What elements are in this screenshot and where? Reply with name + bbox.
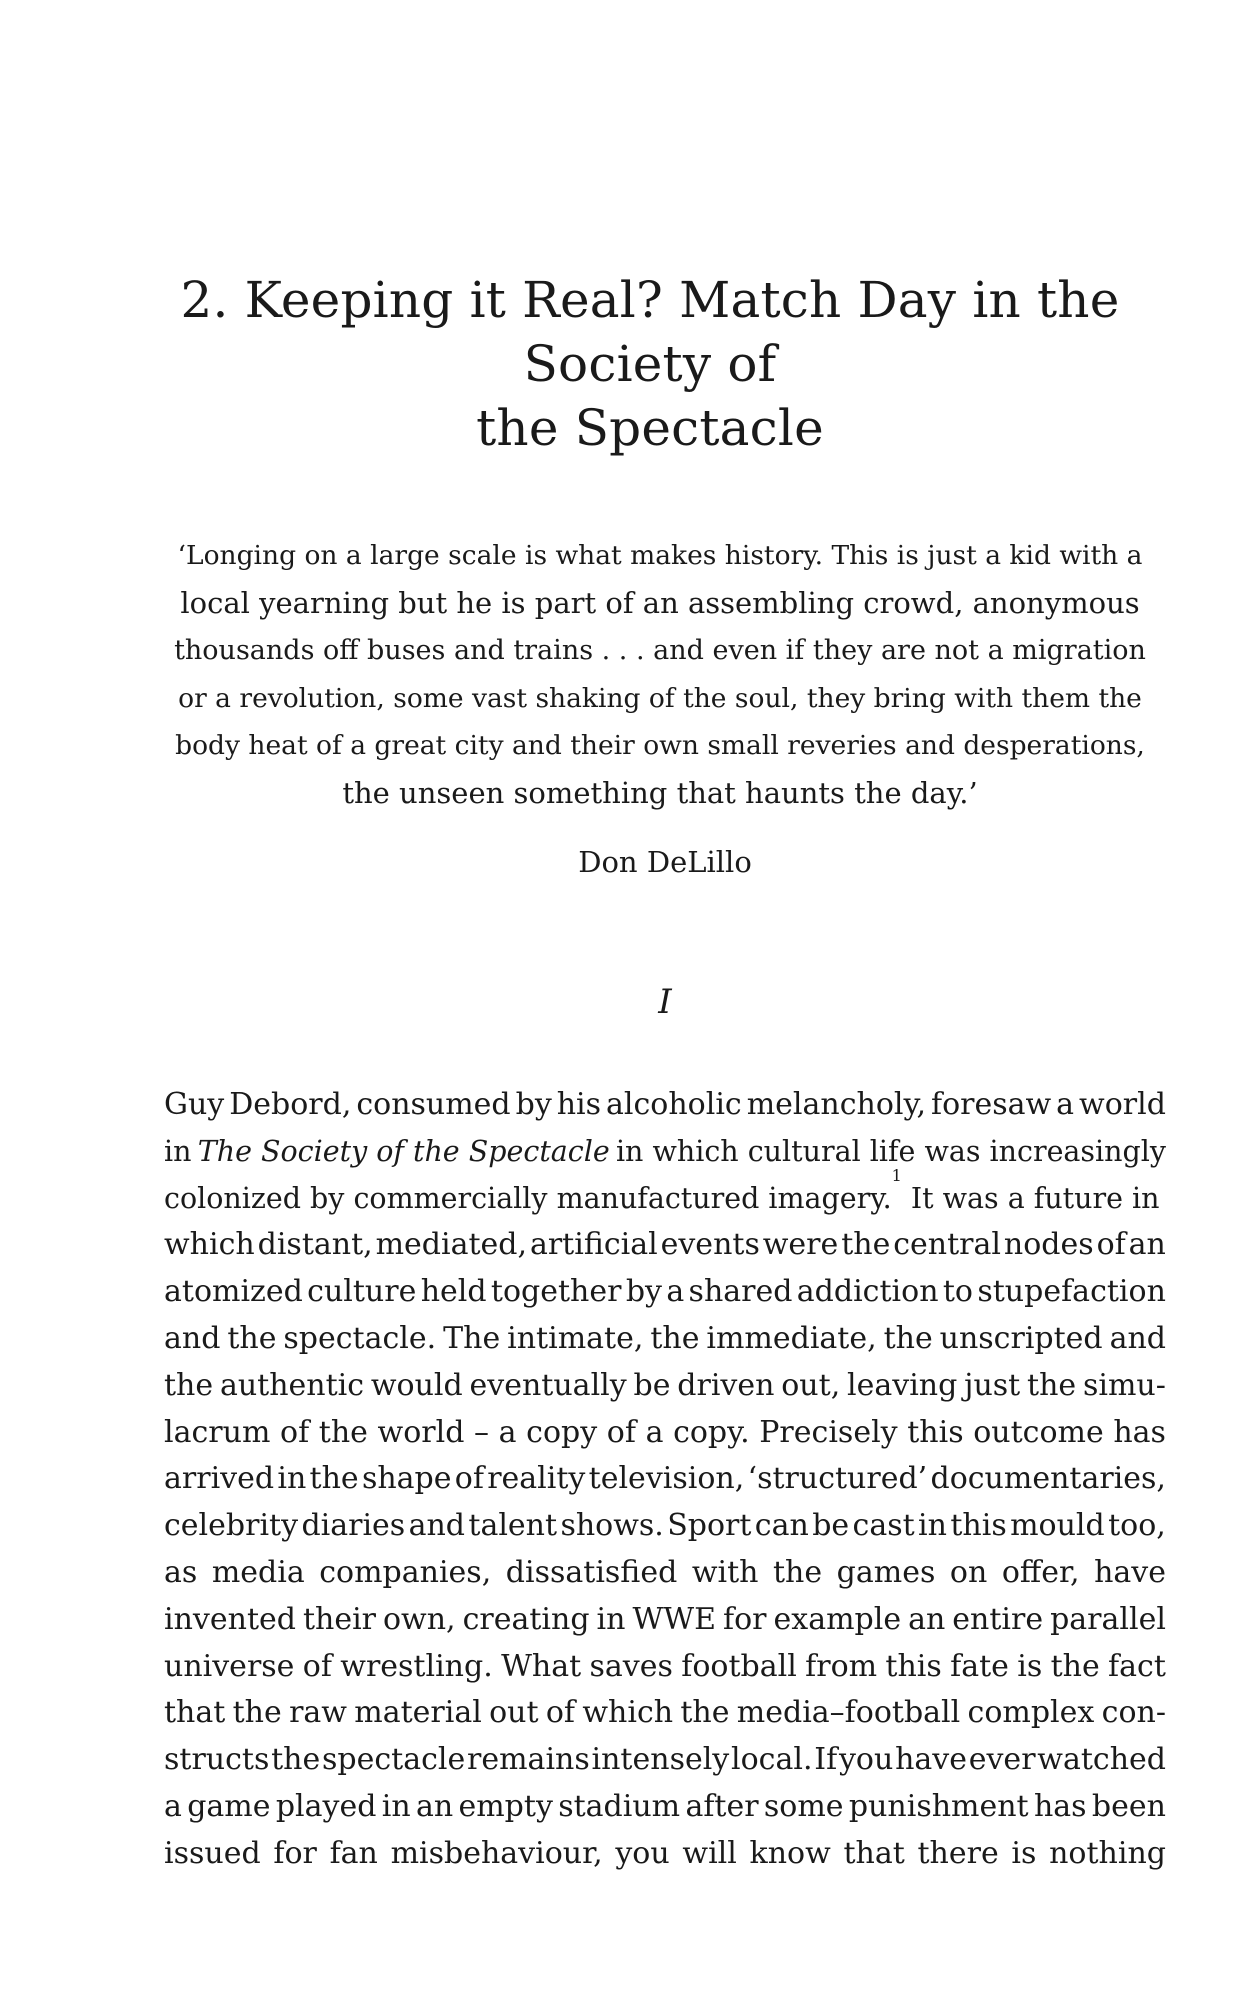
word: and: [164, 1320, 221, 1356]
word: the: [309, 1461, 359, 1497]
word: ‘structured’: [747, 1461, 928, 1497]
word: together: [490, 1274, 622, 1310]
word: fate: [950, 1648, 1009, 1684]
word: immediate,: [706, 1320, 877, 1356]
word: have: [1094, 1554, 1166, 1590]
word: his: [556, 1087, 602, 1122]
word: media: [211, 1554, 305, 1590]
word: you: [838, 1742, 894, 1778]
word: will: [682, 1835, 737, 1871]
word: as: [164, 1554, 198, 1590]
word: is: [1011, 1835, 1037, 1871]
word: nothing: [1049, 1835, 1166, 1871]
word: the: [680, 1695, 730, 1731]
word: empty: [458, 1788, 553, 1824]
word: companies,: [319, 1554, 492, 1590]
word: the: [227, 1320, 277, 1356]
chapter-title-line-1: 2. Keeping it Real? Match Day in the Society of: [180, 271, 1120, 393]
word: of: [280, 1414, 310, 1450]
word: invented: [164, 1601, 296, 1637]
word: Sport: [667, 1508, 752, 1544]
word: local.: [731, 1742, 813, 1778]
word: creating: [462, 1601, 590, 1637]
word: –: [474, 1414, 490, 1450]
word: there: [917, 1835, 999, 1871]
word: fan: [329, 1835, 378, 1871]
word: misbehaviour,: [390, 1835, 603, 1871]
word: addiction: [796, 1274, 939, 1310]
word: melancholy,: [746, 1087, 926, 1122]
word: just: [964, 1367, 1021, 1403]
word: the: [841, 1227, 891, 1263]
body-line: [164, 1269, 1166, 1316]
word: punishment: [848, 1788, 1029, 1824]
word: saves: [589, 1648, 673, 1684]
word: unscripted: [939, 1320, 1103, 1356]
word: for: [273, 1835, 317, 1871]
word: of: [302, 1648, 332, 1684]
chapter-title-line-2: the Spectacle: [476, 399, 824, 457]
word: played: [275, 1788, 377, 1824]
word: lacrum: [164, 1414, 271, 1450]
word: by: [625, 1274, 662, 1310]
word: artificial: [529, 1227, 658, 1263]
word: shape: [361, 1461, 452, 1497]
word: this: [907, 1414, 964, 1450]
word: documentaries,: [930, 1461, 1166, 1497]
word: were: [762, 1227, 839, 1263]
word: parallel: [1050, 1601, 1166, 1637]
word: media–football: [736, 1695, 961, 1731]
word: fact: [1108, 1648, 1166, 1684]
word: have: [895, 1742, 967, 1778]
word: authentic: [219, 1367, 365, 1403]
word: be: [633, 1367, 671, 1403]
word: shows.: [560, 1508, 664, 1544]
word: on: [949, 1554, 988, 1590]
word: driven: [677, 1367, 775, 1403]
body-line: [164, 1503, 1166, 1550]
word: intimate,: [507, 1320, 644, 1356]
word: ever: [968, 1742, 1036, 1778]
body-line: [164, 1456, 1166, 1503]
word: of: [454, 1461, 484, 1497]
epigraph-line: thousands off buses and trains . . . and even if they are not a migration: [174, 635, 1146, 666]
word: world: [1079, 1087, 1166, 1122]
word: you: [615, 1835, 670, 1871]
word: that: [164, 1695, 226, 1731]
word: and: [1109, 1320, 1166, 1356]
word: of: [1096, 1227, 1126, 1263]
word: their: [302, 1601, 377, 1637]
word: game: [187, 1788, 271, 1824]
word: football: [681, 1648, 797, 1684]
word: the: [164, 1367, 214, 1403]
word: the: [773, 1554, 823, 1590]
word: stupefaction: [977, 1274, 1166, 1310]
word: know: [749, 1835, 831, 1871]
body-line: [164, 1316, 1166, 1363]
word: events: [660, 1227, 760, 1263]
epigraph-quote: [170, 532, 1150, 817]
word: this: [885, 1648, 942, 1684]
epigraph-line: local yearning but he is part of an assembling crowd, anonymous: [180, 585, 1140, 620]
word: talent: [468, 1508, 558, 1544]
word: the: [650, 1320, 700, 1356]
word: too,: [1108, 1508, 1166, 1544]
word: of: [545, 1695, 576, 1731]
word: complex: [967, 1695, 1095, 1731]
word: example: [773, 1601, 902, 1637]
word: some: [763, 1788, 844, 1824]
word: culture: [307, 1274, 417, 1310]
word: after: [685, 1788, 759, 1824]
word: which: [582, 1695, 674, 1731]
chapter-title: [150, 268, 1150, 460]
word: an: [908, 1601, 946, 1637]
body-line: [164, 1082, 1166, 1129]
word: What: [501, 1648, 582, 1684]
word: a: [645, 1414, 664, 1450]
word: out,: [781, 1367, 841, 1403]
word: eventually: [469, 1367, 627, 1403]
word: shared: [688, 1274, 793, 1310]
body-line: [164, 1737, 1166, 1784]
word: be: [812, 1508, 850, 1544]
word: reality: [487, 1461, 586, 1497]
word: with: [691, 1554, 759, 1590]
word: foresaw: [930, 1087, 1052, 1122]
word: issued: [164, 1835, 261, 1871]
word: dissatisfied: [505, 1554, 678, 1590]
word: copy: [526, 1414, 598, 1450]
word: which: [164, 1227, 255, 1263]
word: and: [408, 1508, 466, 1544]
word: spectacle: [322, 1742, 466, 1778]
word: mould: [1010, 1508, 1105, 1544]
word: this: [950, 1508, 1007, 1544]
word: universe: [164, 1648, 295, 1684]
body-line: [164, 1129, 1166, 1176]
word: material: [354, 1695, 482, 1731]
word: is: [1017, 1648, 1043, 1684]
word: out: [489, 1695, 539, 1731]
word: that: [843, 1835, 905, 1871]
word: a: [498, 1414, 517, 1450]
word: consumed: [356, 1087, 511, 1122]
body-line-2-prefix: in: [164, 1134, 192, 1168]
word: central: [893, 1227, 1001, 1263]
word: has: [1113, 1414, 1166, 1450]
section-numeral: I: [658, 982, 672, 1022]
word: the: [883, 1320, 933, 1356]
body-line-3-pre: colonized by commercially manufactured imagery.: [164, 1181, 892, 1215]
epigraph-line: ‘Longing on a large scale is what makes history. This is just a kid with a: [177, 540, 1143, 571]
word: a: [164, 1788, 182, 1824]
body-line-2-suffix: in which cultural life was increasingly: [615, 1134, 1166, 1168]
body-line-3-post: It was a future in: [901, 1181, 1160, 1215]
word: the: [232, 1695, 282, 1731]
word: own,: [383, 1601, 456, 1637]
word: a: [1056, 1087, 1075, 1122]
epigraph-line: or a revolution, some vast shaking of the soul, they bring with them the: [178, 682, 1142, 714]
word: in: [277, 1461, 307, 1497]
word: in: [596, 1601, 626, 1637]
word: arrived: [164, 1461, 275, 1497]
word: celebrity: [164, 1508, 299, 1544]
word: the: [1027, 1367, 1077, 1403]
word: in: [918, 1508, 947, 1544]
word: atomized: [164, 1274, 303, 1310]
epigraph-line: the unseen something that haunts the day.’: [342, 775, 978, 810]
word: alcoholic: [606, 1087, 742, 1122]
body-line: [164, 1831, 1166, 1878]
word: been: [1091, 1788, 1166, 1824]
body-line: [164, 1165, 1166, 1223]
word: of: [606, 1414, 636, 1450]
word: mediated,: [375, 1227, 528, 1263]
word: leaving: [847, 1367, 958, 1403]
body-paragraph: [164, 1082, 1166, 1878]
word: in: [381, 1788, 411, 1824]
body-line: [164, 1410, 1166, 1457]
word: Debord,: [229, 1087, 352, 1122]
body-line: [164, 1690, 1166, 1737]
word: would: [370, 1367, 463, 1403]
word: spectacle.: [283, 1320, 437, 1356]
word: simu-: [1082, 1367, 1166, 1403]
word: stadium: [558, 1788, 681, 1824]
body-line: [164, 1784, 1166, 1831]
body-line: [164, 1597, 1166, 1644]
word: television,: [588, 1461, 745, 1497]
word: held: [420, 1274, 487, 1310]
word: to: [942, 1274, 973, 1310]
word: can: [754, 1508, 809, 1544]
word: watched: [1037, 1742, 1166, 1778]
word: WWE: [632, 1601, 717, 1637]
body-line: [164, 1222, 1166, 1269]
footnote-marker[interactable]: 1: [891, 1165, 902, 1185]
epigraph-attribution: Don DeLillo: [578, 845, 752, 879]
word: games: [836, 1554, 936, 1590]
word: con-: [1101, 1695, 1166, 1731]
body-line: [164, 1363, 1166, 1410]
book-title: The Society of the Spectacle: [197, 1134, 610, 1168]
word: structs: [164, 1742, 270, 1778]
word: entire: [952, 1601, 1044, 1637]
word: cast: [852, 1508, 915, 1544]
word: The: [443, 1320, 501, 1356]
word: diaries: [301, 1508, 406, 1544]
word: the: [271, 1742, 321, 1778]
word: a: [666, 1274, 685, 1310]
word: If: [814, 1742, 838, 1778]
word: wrestling.: [340, 1648, 493, 1684]
word: Guy: [164, 1087, 225, 1122]
word: outcome: [973, 1414, 1104, 1450]
word: an: [415, 1788, 454, 1824]
epigraph-line: body heat of a great city and their own small reveries and desperations,: [175, 730, 1145, 761]
word: copy.: [673, 1414, 750, 1450]
word: intensely: [591, 1742, 730, 1778]
word: the: [1050, 1648, 1100, 1684]
body-line: [164, 1550, 1166, 1597]
word: nodes: [1003, 1227, 1094, 1263]
word: an: [1128, 1227, 1166, 1263]
word: offer,: [1001, 1554, 1080, 1590]
body-line: [164, 1644, 1166, 1691]
word: from: [805, 1648, 878, 1684]
word: distant,: [257, 1227, 373, 1263]
word: Precisely: [759, 1414, 898, 1450]
word: remains: [467, 1742, 590, 1778]
word: by: [515, 1087, 552, 1122]
word: world: [377, 1414, 465, 1450]
word: the: [318, 1414, 368, 1450]
word: has: [1033, 1788, 1087, 1824]
word: for: [723, 1601, 767, 1637]
word: raw: [289, 1695, 347, 1731]
